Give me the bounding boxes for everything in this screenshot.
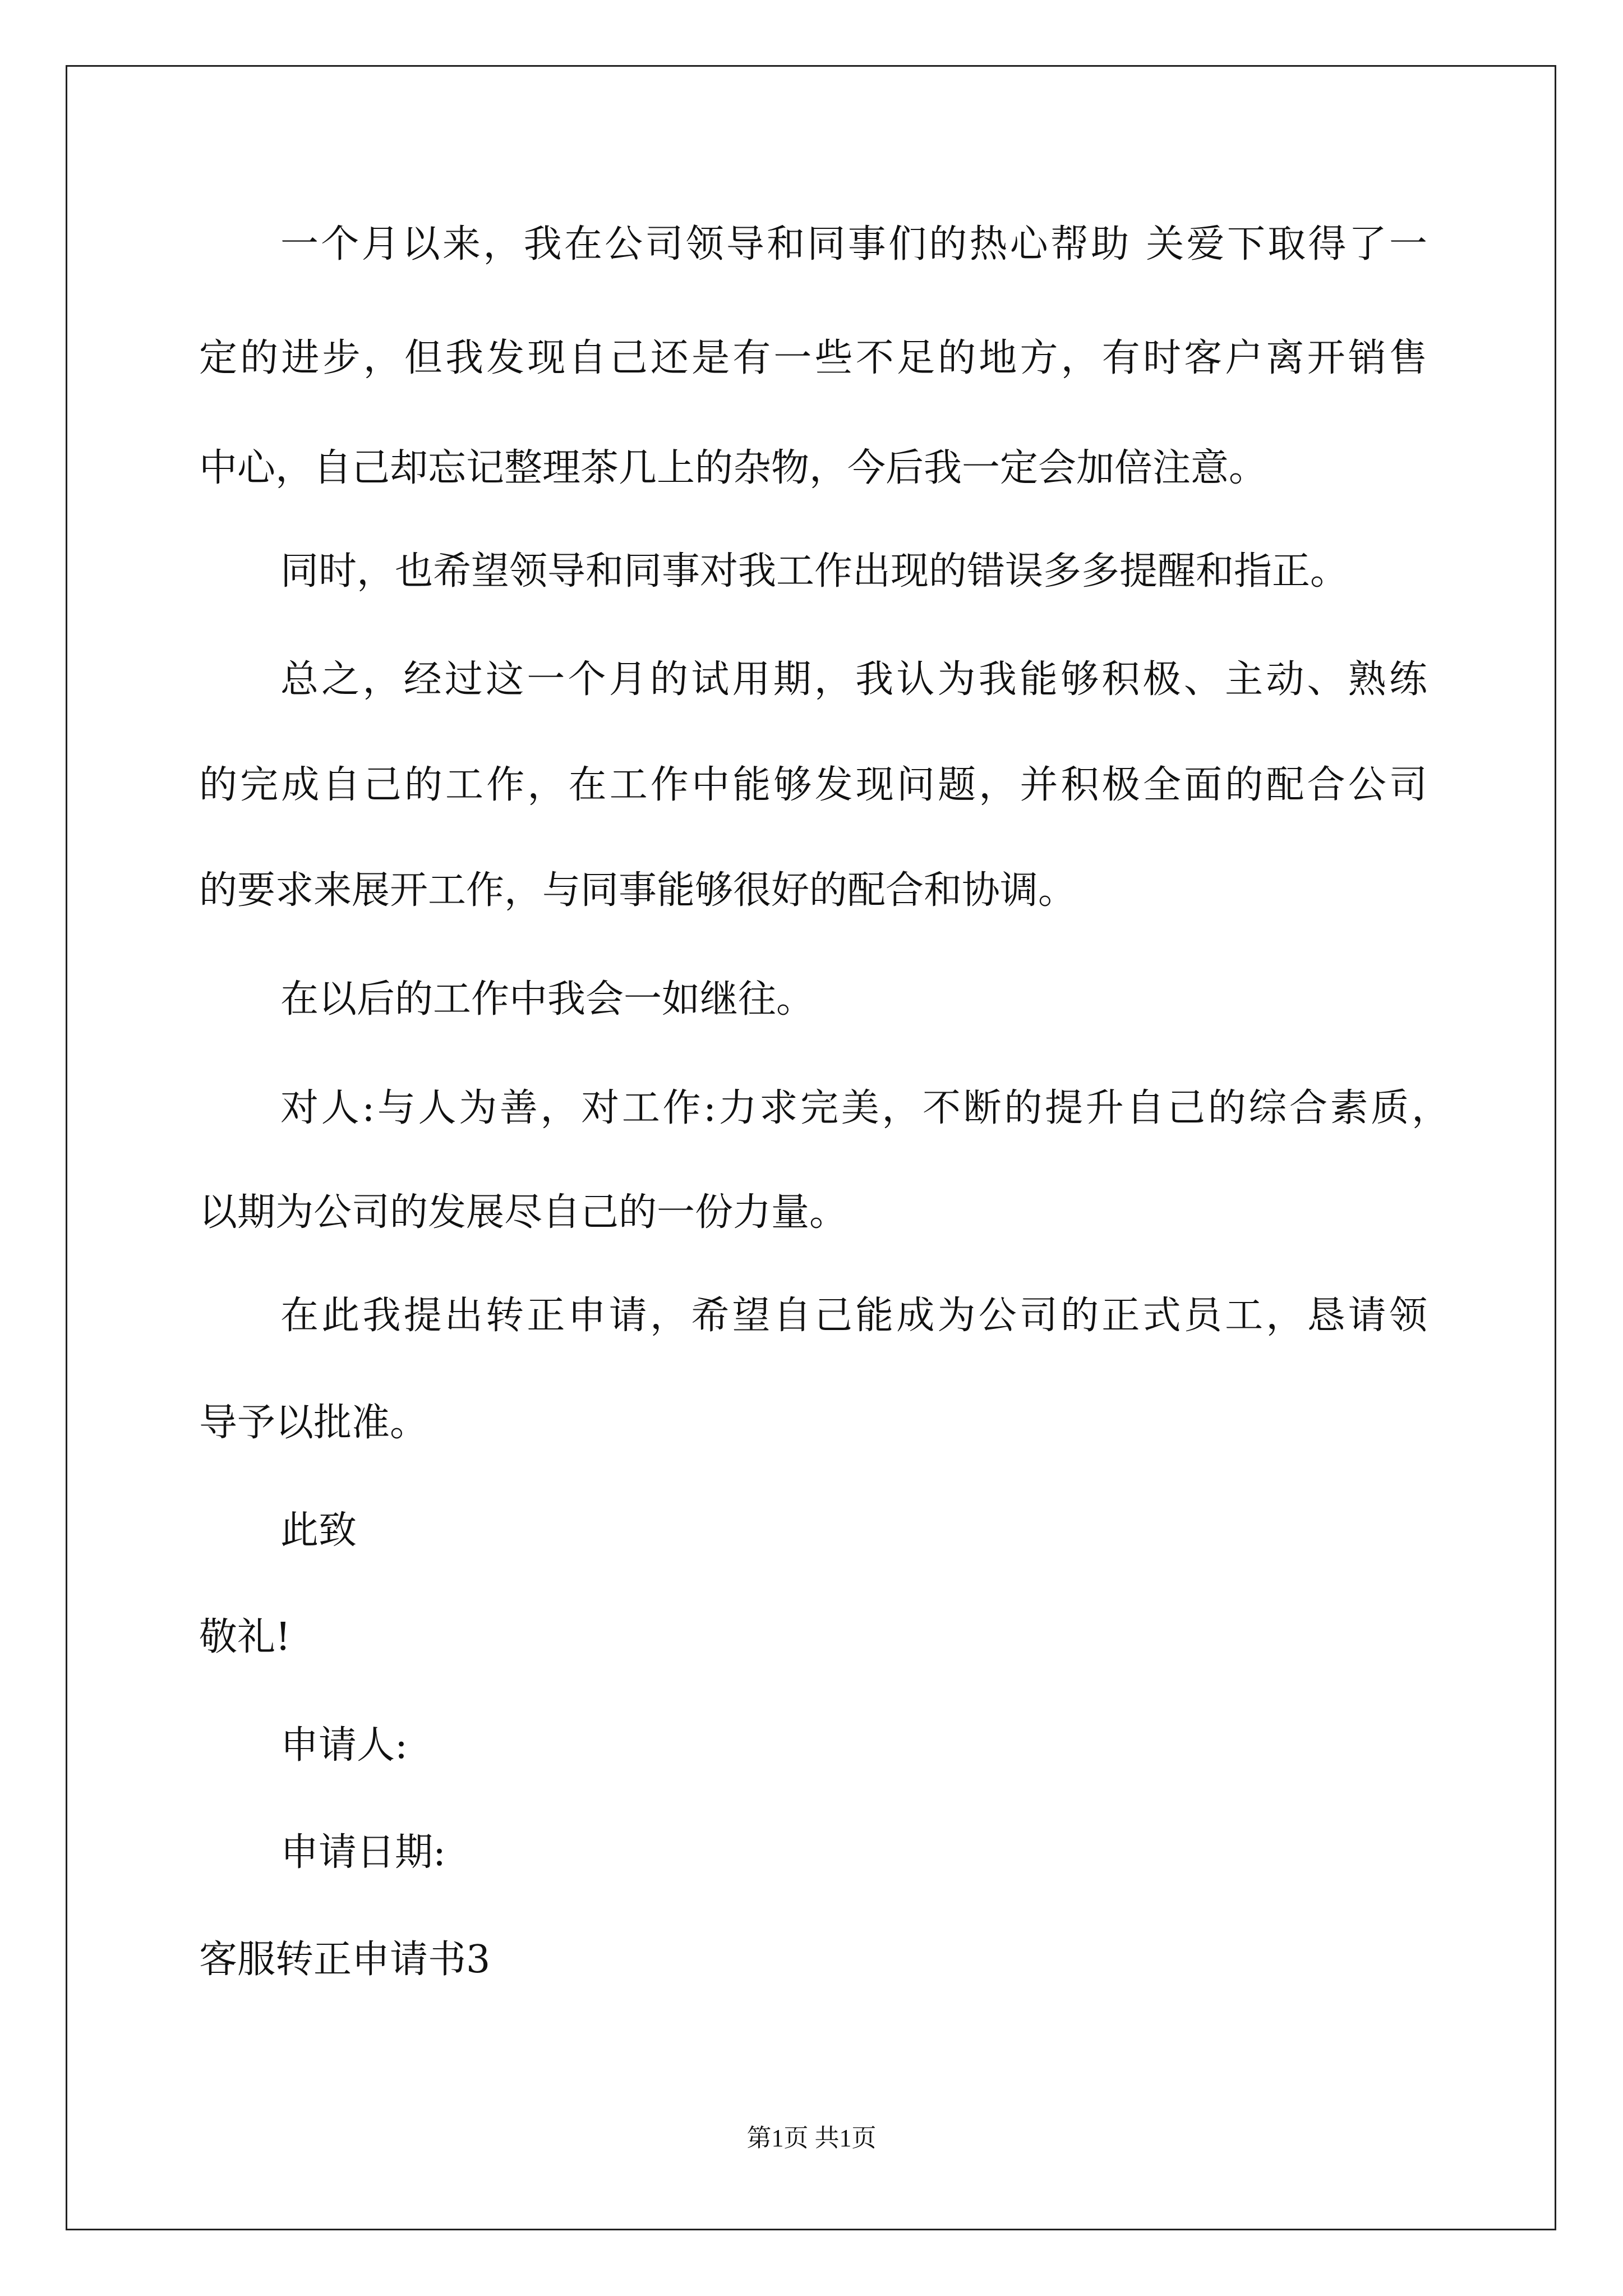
applicant-label: 申请人: bbox=[280, 1723, 408, 1768]
paragraph-line: 以期为公司的发展尽自己的一份力量。 bbox=[199, 1190, 848, 1235]
document-heading: 客服转正申请书3 bbox=[199, 1938, 491, 1982]
paragraph-line: 总之，经过这一个月的试用期，我认为我能够积极、主动、熟练 bbox=[280, 657, 1427, 702]
paragraph-line: 一个月以来，我在公司领导和同事们的热心帮助 关爱下取得了一 bbox=[280, 222, 1427, 266]
paragraph-line: 同时，也希望领导和同事对我工作出现的错误多多提醒和指正。 bbox=[280, 549, 1349, 593]
paragraph-line: 定的进步，但我发现自己还是有一些不足的地方，有时客户离开销售 bbox=[199, 336, 1427, 380]
closing-regards: 敬礼! bbox=[199, 1615, 291, 1659]
paragraph-line: 对人:与人为善，对工作:力求完美，不断的提升自己的综合素质， bbox=[280, 1086, 1450, 1130]
page-number: 第1页 共1页 bbox=[746, 2124, 877, 2152]
paragraph-line: 的要求来展开工作，与同事能够很好的配合和协调。 bbox=[199, 868, 1077, 913]
closing-salutation: 此致 bbox=[280, 1508, 357, 1553]
paragraph-line: 中心，自己却忘记整理茶几上的杂物，今后我一定会加倍注意。 bbox=[199, 446, 1267, 490]
paragraph-line: 导予以批准。 bbox=[199, 1401, 428, 1445]
application-date-label: 申请日期: bbox=[280, 1830, 446, 1875]
paragraph-line: 的完成自己的工作，在工作中能够发现问题，并积极全面的配合公司 bbox=[199, 763, 1427, 807]
paragraph-line: 在此我提出转正申请，希望自己能成为公司的正式员工，恳请领 bbox=[280, 1294, 1427, 1338]
page-border bbox=[66, 65, 1556, 2230]
paragraph-line: 在以后的工作中我会一如继往。 bbox=[280, 977, 815, 1022]
